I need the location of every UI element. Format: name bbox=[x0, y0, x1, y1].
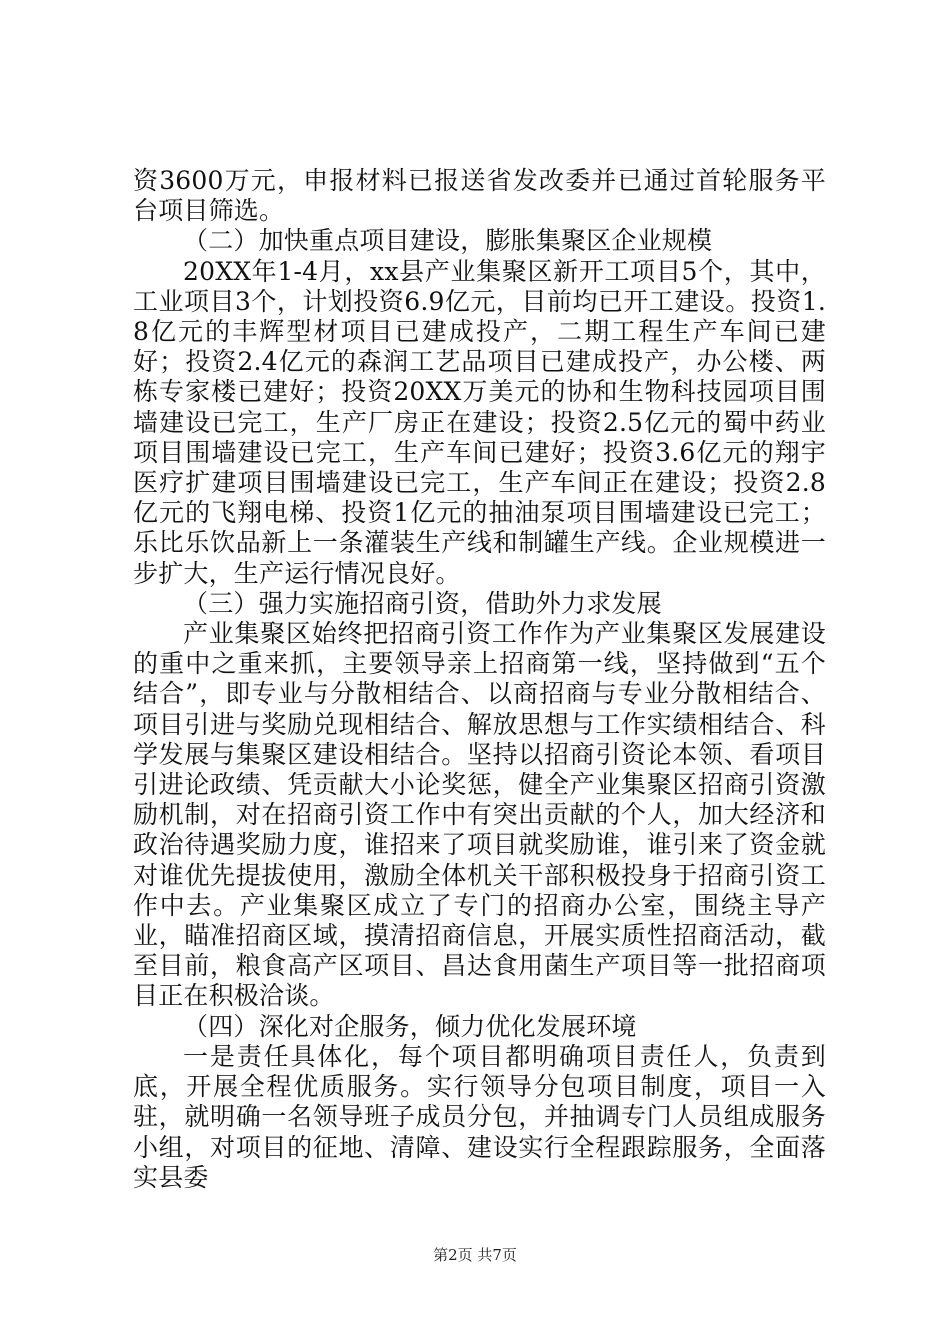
section-heading-2: （二）加快重点项目建设，膨胀集聚区企业规模 bbox=[183, 226, 713, 256]
paragraph-continued: 资3600万元，申报材料已报送省发改委并已通过首轮服务平台项目筛选。 bbox=[133, 166, 826, 226]
section-heading-4: （四）深化对企服务，倾力优化发展环境 bbox=[183, 1011, 637, 1041]
document-body bbox=[133, 166, 826, 1193]
page-number-footer: 第2页 共7页 bbox=[433, 1246, 517, 1264]
paragraph-project-construction: 20XX年1-4月，xx县产业集聚区新开工项目5个，其中，工业项目3个，计划投资6.9亿元，目前均已开工建设。投资1.8亿元的丰辉型材项目已建成投产，二期工程生产车间已建好；投资2.4亿元的森润工艺品项目已建成投产，办公楼、两栋专家楼已建好；投资20XX万美元的协和生物科技园项目围墙建设已完工，生产厂房正在建设；投资2.5亿元的蜀中药业项目围墙建设已完工，生产车间已建好；投资3.6亿元的翔宇医疗扩建项目围墙建设已完工，生产车间正在建设；投资2.8亿元的飞翔电梯、投资1亿元的抽油泵项目围墙建设已完工；乐比乐饮品新上一条灌装生产线和制罐生产线。企业规模进一步扩大，生产运行情况良好。 bbox=[133, 256, 826, 588]
paragraph-enterprise-service: 一是责任具体化，每个项目都明确项目责任人，负责到底，开展全程优质服务。实行领导分包项目制度，项目一入驻，就明确一名领导班子成员分包，并抽调专门人员组成服务小组，对项目的征地、清障、建设实行全程跟踪服务，全面落实县委 bbox=[133, 1041, 826, 1192]
paragraph-investment-attraction: 产业集聚区始终把招商引资工作作为产业集聚区发展建设的重中之重来抓，主要领导亲上招商第一线，坚持做到“五个结合”，即专业与分散相结合、以商招商与专业分散相结合、项目引进与奖励兑现相结合、解放思想与工作实绩相结合、科学发展与集聚区建设相结合。坚持以招商引资论本领、看项目引进论政绩、凭贡献大小论奖惩，健全产业集聚区招商引资激励机制，对在招商引资工作中有突出贡献的个人，加大经济和政治待遇奖励力度，谁招来了项目就奖励谁，谁引来了资金就对谁优先提拔使用，激励全体机关干部积极投身于招商引资工作中去。产业集聚区成立了专门的招商办公室，围绕主导产业，瞄准招商区域，摸清招商信息，开展实质性招商活动，截至目前，粮食高产区项目、昌达食用菌生产项目等一批招商项目正在积极洽谈。 bbox=[133, 619, 826, 1011]
section-heading-3: （三）强力实施招商引资，借助外力求发展 bbox=[183, 588, 662, 618]
